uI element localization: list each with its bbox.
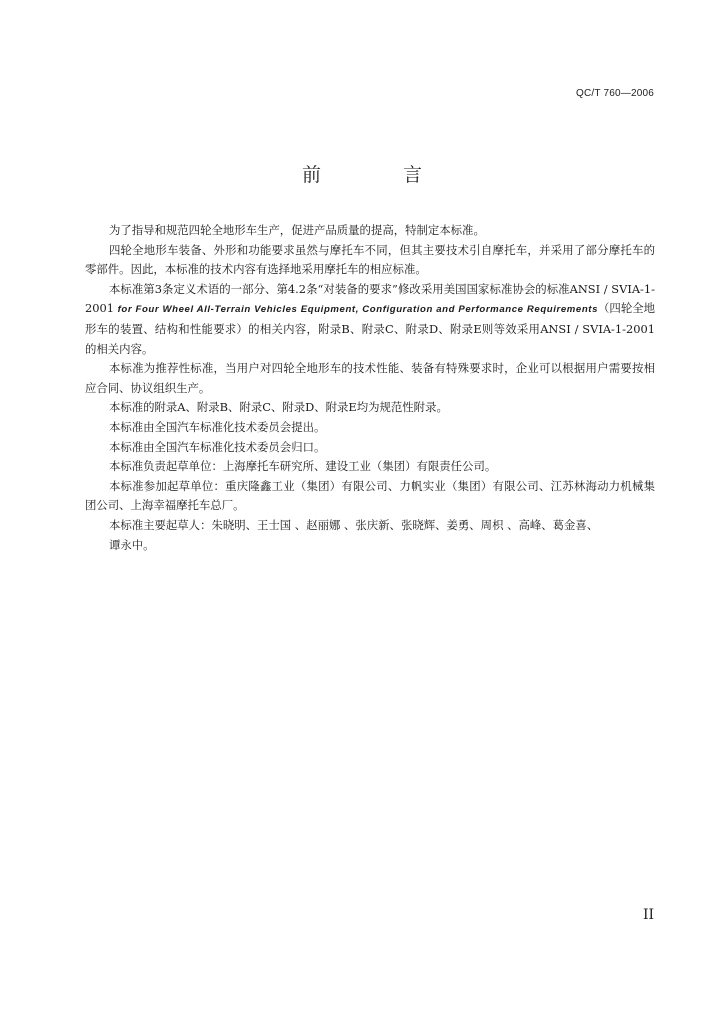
paragraph-recommendation: 本标准为推荐性标准，当用户对四轮全地形车的技术性能、装备有特殊要求时，企业可以根据用户需要按相应合同、协议组织生产。 (85, 361, 655, 395)
foreword-body (85, 221, 655, 555)
standard-code: QC/T 760—2006 (575, 88, 654, 99)
paragraph-adoption (85, 280, 655, 359)
paragraph-annexes: 本标准的附录A、附录B、附录C、附录D、附录E均为规范性附录。 (108, 400, 448, 415)
adoption-text-start: 本标准第3条定义术语的一部分、第4.2条“对装备的要求”修改采用美国国家标准协会的标准ANSI / SVIA-1-2001 (85, 281, 655, 316)
adoption-standard-title: for Four Wheel All-Terrain Vehicles Equipment, Configuration and Performance Requirements (117, 304, 599, 316)
paragraph-participating-units: 本标准参加起草单位：重庆隆鑫工业（集团）有限公司、力帆实业（集团）有限公司、江苏林海动力机械集团公司、上海幸福摩托车总厂。 (85, 478, 655, 513)
page-title: 前 言 (301, 164, 461, 186)
paragraph-purpose: 为了指导和规范四轮全地形车生产，促进产品质量的提高，特制定本标准。 (108, 223, 485, 237)
paragraph-background: 四轮全地形车装备、外形和功能要求虽然与摩托车不同，但其主要技术引自摩托车，并采用了部分摩托车的零部件。因此，本标准的技术内容有选择地采用摩托车的相应标准。 (85, 242, 655, 277)
adoption-text-end: （四轮全地形车的装置、结构和性能要求）的相关内容，附录B、附录C、附录D、附录E则等效采用ANSI / SVIA-1-2001的相关内容。 (85, 301, 655, 356)
paragraph-proposed-by: 本标准由全国汽车标准化技术委员会提出。 (108, 419, 326, 434)
paragraph-drafting-unit: 本标准负责起草单位：上海摩托车研究所、建设工业（集团）有限责任公司。 (108, 459, 497, 474)
paragraph-drafters-continued: 谭永中。 (108, 537, 155, 552)
page-number: II (642, 907, 654, 923)
paragraph-drafters: 本标准主要起草人：朱晓明、王士国 、赵丽娜 、张庆新、张晓辉、姜勇、周枳 、高峰、葛金喜、 (108, 517, 599, 532)
paragraph-managed-by: 本标准由全国汽车标准化技术委员会归口。 (108, 439, 326, 454)
